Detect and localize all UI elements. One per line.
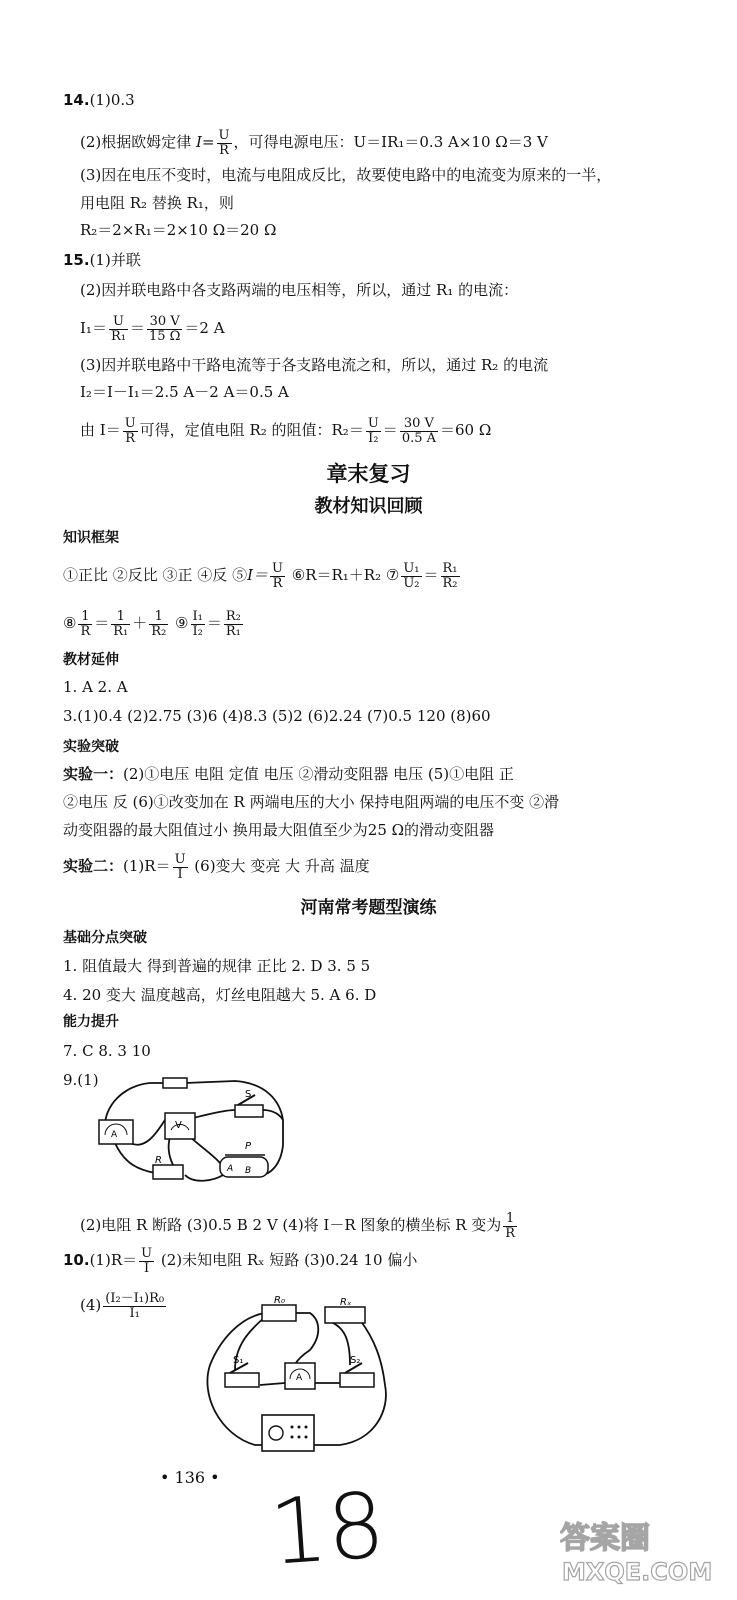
kr1-eq: ＝ bbox=[423, 566, 439, 584]
q15-line1 bbox=[63, 250, 141, 270]
q15-frac5-den: 0.5 A bbox=[401, 430, 437, 446]
kr1-frac1 bbox=[270, 562, 285, 591]
kr2-eq2: ＝ bbox=[206, 614, 222, 632]
kr2-frac1-num: 1 bbox=[78, 610, 92, 625]
extension-line1: 1. A 2. A bbox=[63, 678, 128, 696]
kr1-frac3-num: R₁ bbox=[442, 560, 458, 576]
ability-heading: 能力提升 bbox=[63, 1014, 119, 1030]
ability-line3 bbox=[80, 1205, 519, 1245]
handwritten-number: 18 bbox=[266, 1473, 389, 1586]
kr2-frac2-den: R₁ bbox=[113, 623, 129, 639]
kr2-frac4 bbox=[191, 610, 205, 639]
q14-answer1: (1)0.3 bbox=[89, 91, 135, 109]
page-number: • 136 • bbox=[160, 1468, 220, 1487]
switch-s1-icon bbox=[225, 1373, 259, 1387]
kr2-frac1-den: R bbox=[80, 623, 91, 639]
exp2-frac-num: U bbox=[174, 851, 186, 867]
kr1-frac1-den: R bbox=[272, 575, 283, 591]
kr1i: I＝ bbox=[247, 566, 269, 584]
kr2-frac2 bbox=[111, 610, 130, 639]
knowledge-row1 bbox=[63, 555, 462, 595]
q10-text-c: (2)未知电阻 Rₓ 短路 (3)0.24 10 偏小 bbox=[156, 1251, 418, 1269]
ab3-frac-den: R bbox=[505, 1225, 516, 1241]
section2-title: 河南常考题型演练 bbox=[300, 898, 437, 918]
q15-frac4-den: I₂ bbox=[368, 430, 379, 446]
extension-heading: 教材延伸 bbox=[63, 652, 119, 668]
q14-frac-den: R bbox=[219, 142, 229, 158]
q15-l3a: I₁＝ bbox=[80, 319, 107, 337]
q15-line6 bbox=[80, 410, 491, 450]
exp1-label: 实验一： bbox=[63, 765, 124, 783]
q15-frac5 bbox=[400, 417, 438, 446]
label-v: V bbox=[175, 1120, 182, 1131]
kr2-frac4-num: I₁ bbox=[192, 608, 203, 624]
switch-icon bbox=[235, 1105, 263, 1117]
q14-number: 14. bbox=[63, 91, 90, 109]
label-s: S bbox=[245, 1089, 252, 1100]
q14-fraction bbox=[217, 129, 232, 158]
q15-frac4-num: U bbox=[367, 415, 379, 431]
q14-text2a: (2)根据欧姆定律 bbox=[80, 133, 197, 151]
q15-frac2-den: 15 Ω bbox=[148, 328, 181, 344]
basic-heading: 基础分点突破 bbox=[63, 930, 147, 946]
q15-eq2: ＝ bbox=[382, 421, 398, 439]
q15-answer1: (1)并联 bbox=[89, 251, 141, 269]
q10-4-frac bbox=[103, 1292, 166, 1321]
q10-frac-num: U bbox=[141, 1245, 153, 1261]
circuit-diagram-2 bbox=[200, 1295, 400, 1460]
q14-text2b: ，可得电源电压：U＝IR₁＝0.3 A×10 Ω＝3 V bbox=[233, 133, 548, 151]
experiment-line1 bbox=[63, 764, 514, 784]
exp2-text-c: (6)变大 变亮 大 升高 温度 bbox=[189, 857, 370, 875]
kr2a: ⑧ bbox=[63, 614, 77, 632]
label-s1: S₁ bbox=[233, 1355, 244, 1366]
experiment-heading: 实验突破 bbox=[63, 739, 119, 755]
experiment-line3: 动变阻器的最大阻值过小 换用最大阻值至少为25 Ω的滑动变阻器 bbox=[63, 821, 495, 839]
extension-line2: 3.(1)0.4 (2)2.75 (3)6 (4)8.3 (5)2 (6)2.24 (7)0.5 120 (8)60 bbox=[63, 707, 491, 725]
q15-eq: ＝ bbox=[129, 319, 145, 337]
exp2-frac-den: I bbox=[177, 866, 183, 882]
q15-frac2 bbox=[147, 315, 182, 344]
q15-number: 15. bbox=[63, 251, 90, 269]
kr2-frac1 bbox=[78, 610, 92, 639]
kr1-frac2-den: U₂ bbox=[403, 575, 420, 591]
kr2-frac3-den: R₂ bbox=[151, 623, 167, 639]
q15-line2: (2)因并联电路中各支路两端的电压相等，所以，通过 R₁ 的电流： bbox=[80, 281, 519, 299]
experiment-line2: ②电压 反 (6)①改变加在 R 两端电压的大小 保持电阻两端的电压不变 ②滑 bbox=[63, 793, 560, 811]
kr1-frac3-den: R₂ bbox=[442, 575, 458, 591]
kr1a: ①正比 ②反比 ③正 ④反 ⑤ bbox=[63, 566, 248, 584]
ability-line2: 9.(1) bbox=[63, 1071, 99, 1089]
q10-frac-den: I bbox=[144, 1260, 150, 1276]
kr2-frac4-den: I₂ bbox=[192, 623, 203, 639]
label-a-meter: A bbox=[111, 1130, 118, 1140]
power-supply-icon bbox=[262, 1415, 314, 1451]
label-a2: A bbox=[296, 1373, 303, 1383]
q15-frac3 bbox=[123, 417, 138, 446]
q15-frac3-num: U bbox=[124, 415, 136, 431]
exp2-label: 实验二： bbox=[63, 857, 124, 875]
section1-title: 教材知识回顾 bbox=[314, 496, 423, 517]
ability-line1: 7. C 8. 3 10 bbox=[63, 1042, 151, 1060]
resistor-rx-icon bbox=[325, 1307, 365, 1323]
q15-line3 bbox=[80, 308, 225, 348]
kr2-frac2-num: 1 bbox=[111, 610, 130, 625]
q14-var-i: I bbox=[196, 133, 202, 151]
label-r: R bbox=[155, 1155, 162, 1166]
q15-l3b: ＝2 A bbox=[184, 319, 225, 337]
experiment-line4 bbox=[63, 846, 370, 886]
q10-number: 10. bbox=[63, 1251, 90, 1269]
q15-frac5-num: 30 V bbox=[400, 417, 438, 432]
q15-line4: (3)因并联电路中干路电流等于各支路电流之和，所以，通过 R₂ 的电流 bbox=[80, 356, 549, 374]
resistor-top-icon bbox=[163, 1078, 187, 1088]
ability-line4 bbox=[63, 1240, 417, 1280]
kr2b: ⑨ bbox=[170, 614, 189, 632]
kr1-frac3 bbox=[441, 562, 460, 591]
knowledge-heading: 知识框架 bbox=[63, 530, 119, 546]
resistor-r0-icon bbox=[262, 1305, 296, 1321]
switch-s2-icon bbox=[340, 1373, 374, 1387]
q15-frac1-num: U bbox=[109, 315, 128, 330]
q10-frac bbox=[139, 1247, 154, 1276]
circuit-diagram-1 bbox=[95, 1075, 300, 1190]
ab3-text: (2)电阻 R 断路 (3)0.5 B 2 V (4)将 I－R 图象的横坐标 R 变为 bbox=[80, 1216, 502, 1234]
knowledge-row2 bbox=[63, 603, 245, 643]
exp1-text: (2)①电压 电阻 定值 电压 ②滑动变阻器 电压 (5)①电阻 正 bbox=[123, 765, 514, 783]
kr2-frac5 bbox=[224, 610, 243, 639]
ab3-frac-num: 1 bbox=[503, 1212, 517, 1227]
kr2-frac3-num: 1 bbox=[149, 610, 168, 625]
kr2-frac3 bbox=[149, 610, 168, 639]
q14-line3: (3)因在电压不变时，电流与电阻成反比，故要使电路中的电流变为原来的一半， bbox=[80, 166, 612, 184]
svg-text:答案圈: 答案圈 bbox=[560, 1521, 650, 1556]
basic-line2: 4. 20 变大 温度越高，灯丝电阻越大 5. A 6. D bbox=[63, 986, 377, 1004]
kr1-frac2 bbox=[401, 562, 421, 591]
q14-frac-num: U bbox=[218, 127, 230, 143]
kr2-plus: ＋ bbox=[132, 614, 148, 632]
label-p: P bbox=[245, 1141, 252, 1152]
q15-frac3-den: R bbox=[125, 430, 136, 446]
q10-4-frac-num: (I₂－I₁)R₀ bbox=[105, 1290, 165, 1306]
label-b-terminal: B bbox=[245, 1166, 252, 1176]
exp2-text-a: (1)R＝ bbox=[123, 857, 171, 875]
ability-line5 bbox=[80, 1285, 168, 1325]
q10-text-a: (1)R＝ bbox=[89, 1251, 138, 1269]
q14-line5: R₂＝2×R₁＝2×10 Ω＝20 Ω bbox=[80, 221, 277, 239]
q14-line1 bbox=[63, 90, 135, 110]
kr1b: ⑥R＝R₁＋R₂ ⑦ bbox=[286, 566, 400, 584]
q15-l6c: ＝60 Ω bbox=[440, 421, 492, 439]
label-r0: R₀ bbox=[274, 1295, 285, 1306]
label-a-terminal: A bbox=[227, 1164, 234, 1174]
exp2-frac bbox=[173, 853, 188, 882]
q15-frac4 bbox=[366, 417, 381, 446]
q15-l6a: 由 I＝ bbox=[80, 421, 121, 439]
kr1-frac2-num: U₁ bbox=[403, 560, 420, 576]
q14-eq: = bbox=[201, 133, 215, 151]
kr1-frac1-num: U bbox=[272, 560, 283, 576]
label-rx: Rₓ bbox=[340, 1297, 352, 1308]
q15-frac1 bbox=[109, 315, 128, 344]
kr2-frac5-den: R₁ bbox=[225, 623, 241, 639]
chapter-title: 章末复习 bbox=[326, 462, 411, 486]
q14-line4: 用电阻 R₂ 替换 R₁，则 bbox=[80, 194, 234, 212]
resistor-r-icon bbox=[153, 1165, 183, 1179]
q15-line5: I₂＝I－I₁＝2.5 A－2 A＝0.5 A bbox=[80, 383, 289, 401]
basic-line1: 1. 阻值最大 得到普遍的规律 正比 2. D 3. 5 5 bbox=[63, 957, 371, 975]
q15-frac2-num: 30 V bbox=[147, 315, 182, 330]
q10-4-frac-den: I₁ bbox=[129, 1305, 140, 1321]
q15-l6b: 可得，定值电阻 R₂ 的阻值：R₂＝ bbox=[139, 421, 364, 439]
svg-text:MXQE.COM: MXQE.COM bbox=[562, 1558, 713, 1586]
q15-frac1-den: R₁ bbox=[110, 328, 126, 344]
watermark-logo bbox=[560, 1510, 730, 1590]
ab3-frac bbox=[503, 1212, 517, 1241]
kr2-frac5-num: R₂ bbox=[225, 608, 241, 624]
kr2-eq: ＝ bbox=[94, 614, 110, 632]
q10-4-label: (4) bbox=[80, 1296, 102, 1314]
q14-line2 bbox=[80, 122, 548, 162]
label-s2: S₂ bbox=[350, 1355, 361, 1366]
